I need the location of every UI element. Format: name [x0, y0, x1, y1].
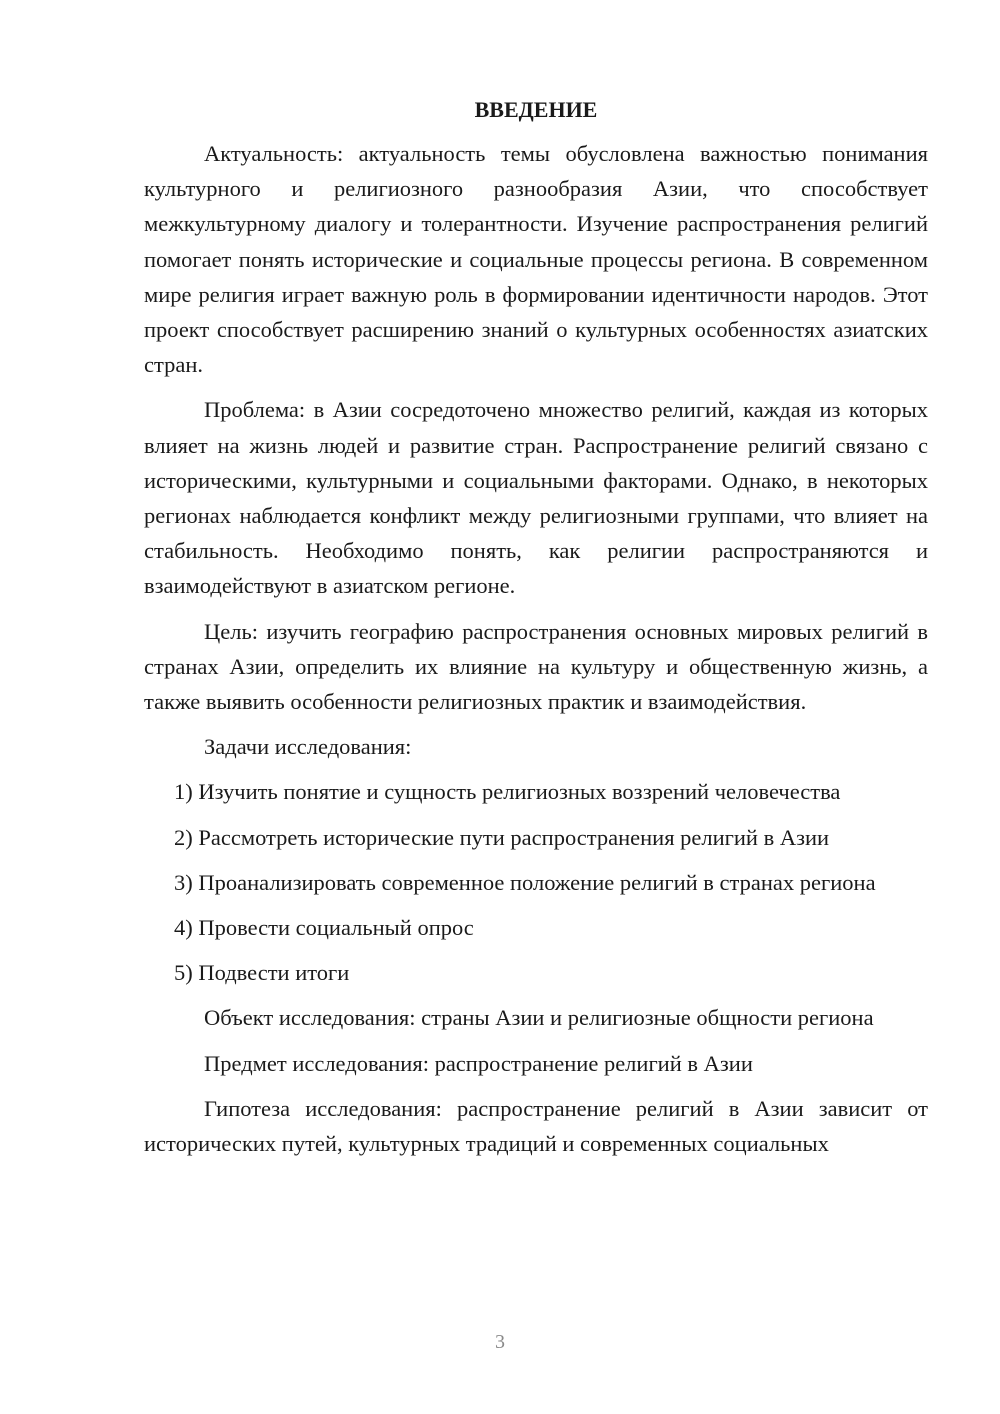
page-number: 3 — [495, 1331, 505, 1353]
paragraph-problem: Проблема: в Азии сосредоточено множество религий, каждая из которых влияет на жизнь людей и развитие стран. Распространение религий связано с историческими, культурными и социальными факторами. Однако, в некоторых регионах наблюдается конфликт между религиозными группами, что влияет на стабильность. Необходимо понять, как религии распространяются и взаимодействуют в азиатском регионе. — [144, 397, 928, 599]
task-item-4: 4) Провести социальный опрос — [174, 915, 474, 941]
task-item-2: 2) Рассмотреть исторические пути распространения религий в Азии — [174, 824, 830, 850]
task-item-3: 3) Проанализировать современное положение религий в странах региона — [174, 869, 876, 895]
document-heading: ВВЕДЕНИЕ — [474, 97, 598, 122]
document-page — [144, 92, 928, 1171]
paragraph-goal: Цель: изучить географию распространения основных мировых религий в странах Азии, определить их влияние на культуру и общественную жизнь, а также выявить особенности религиозных практик и взаимодействия. — [144, 618, 928, 715]
paragraph-tasks-title: Задачи исследования: — [204, 734, 412, 760]
task-item-1: 1) Изучить понятие и сущность религиозных воззрений человечества — [174, 779, 841, 805]
paragraph-object: Объект исследования: страны Азии и религиозные общности региона — [204, 1005, 874, 1031]
task-item-5: 5) Подвести итоги — [174, 960, 350, 986]
paragraph-relevance: Актуальность: актуальность темы обусловлена важностью понимания культурного и религиозного разнообразия Азии, что способствует межкультурному диалогу и толерантности. Изучение распространения религий помогает понять исторические и социальные процессы региона. В современном мире религия играет важную роль в формировании идентичности народов. Этот проект способствует расширению знаний о культурных особенностях азиатских стран. — [144, 141, 928, 378]
paragraph-subject: Предмет исследования: распространение религий в Азии — [204, 1050, 753, 1076]
paragraph-hypothesis: Гипотеза исследования: распространение религий в Азии зависит от исторических путей, культурных традиций и современных социальных — [144, 1095, 928, 1157]
